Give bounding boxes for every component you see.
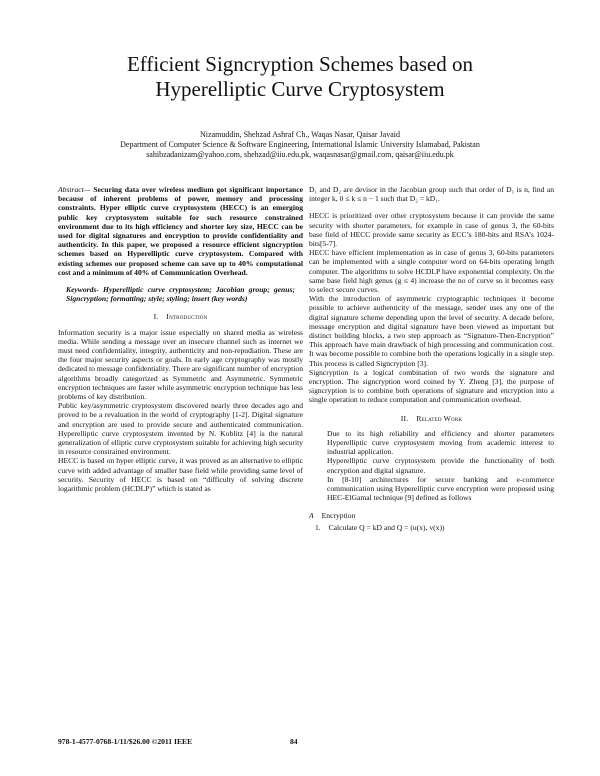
section-number: I.	[153, 312, 159, 322]
section-title: Related Work	[416, 413, 463, 423]
section-heading-related-work	[309, 414, 554, 423]
right-paragraph-4: Signcryption is a logical combination of two words the signature and encryption. The signcryption word coined by Y. Zheng [3], the purpose of signcryption is to combine both operations of signature and encryption into a single operation to reduce computation and communication overhead.	[309, 367, 554, 405]
section-heading-introduction	[58, 312, 303, 321]
encryption-step-1	[309, 523, 554, 532]
right-column	[309, 185, 554, 532]
left-column	[58, 185, 303, 493]
step-number: 1.	[315, 522, 321, 532]
section-number: II.	[400, 413, 409, 423]
paper-title	[40, 52, 560, 102]
related-paragraph-1: Due to its high reliability and efficiency and shorter parameters Hyperelliptic curve cryptosystem moving from academic interest to industrial application.	[327, 428, 554, 457]
keywords: Keywords- Hyperelliptic curve cryptosystem; Jacobian group; genus; Signcryption; formatting; style; styling; insert (key words)	[66, 285, 295, 304]
right-paragraph-1: HECC is prioritized over other cryptosystem because it can provide the same security with shorter parameters, for example in case of genus 3, the 60-bits base field of HECC provide same security as ECC’s 180-bits and RSA’s 1024-bits[5-7].	[309, 211, 554, 249]
author-emails: sahibzadanizam@yahoo.com, shehzad@iiu.edu.pk, waqasnasar@gmail.com, qaisar@iiu.edu.pk	[146, 150, 454, 159]
footer-isbn: 978-1-4577-0768-1/11/$26.00 ©2011 IEEE	[58, 737, 193, 746]
related-paragraph-3: In [8-10] architectures for secure banking and e-commerce communication using Hyperelliptic curve encryption were proposed using HEC-ElGamal technique [9] defined as follows	[327, 474, 554, 503]
intro-paragraph-2: Public key/asymmetric cryptosystem discovered nearly three decades ago and proved to be a revaluation in the world of cryptography [1-2]. Digital signature and encryption are used to provide secure and authenticated communication. Hyperelliptic curve cryptosystem invented by N. Koblitz [4] is the natural generalization of elliptic curve cryptosystem suitable for achieving high security in resource constrained environment.	[58, 401, 303, 457]
hcdlp-definition: D₁ and D₂ are devisor in the Jacobian group such that order of D₁ is n, find an integer k, 0 ≤ k ≤ n − 1 such that D₂ = kD₁.	[309, 185, 554, 204]
author-affiliation: Department of Computer Science & Software Engineering, International Islamic University Islamabad, Pakistan	[120, 140, 480, 149]
right-paragraph-2: HECC have efficient implementation as in case of genus 3, 60-bits parameters can be implemented with a single computer word on 64-bits operating length computer. The algorithms to solve HCDLP have exponential complexity. On the same base field high genus (g ≤ 4) increase the no of curve so it becomes easy to select secure curves.	[309, 248, 554, 295]
abstract-text: Securing data over wireless medium got significant importance because of inherent problems of power, memory and processing constraints. Hyper elliptic curve cryptosystem (HECC) is an emerging public key cryptosystem suitable for such resource constrained environment due to its high efficiency and shorter key size, HECC can be used for digital signatures and encryption to provide confidentiality and authenticity. In this paper, we proposed a resource efficient signcryption schemes based on Hyperelliptic curve cryptosystem. Compared with existing schemes our proposed scheme can save up to 40% computational cost and a minimum of 40% of Communication Overhead.	[58, 185, 303, 277]
step-text: Calculate Q = kD and Q = (u(x), v(x))	[328, 522, 445, 532]
right-paragraph-3: With the introduction of asymmetric cryptographic techniques it become possible to achieve authenticity of the message, sender uses any one of the digital signature scheme depending upon the level of security. A decade before, message encryption and digital signature have been viewed as important but distinct building blocks, a two step approach as “Signature-Then-Encryption” This approach have main drawback of high processing and communication cost. It was become possible to combine both the operations logically in a single step. This process is called Signcryption [3].	[309, 294, 554, 368]
abstract-label: Abstract—	[58, 185, 91, 194]
title-line-2: Hyperelliptic Curve Cryptosystem	[155, 77, 445, 101]
title-line-1: Efficient Signcryption Schemes based on	[126, 52, 474, 76]
subsection-title: Encryption	[321, 510, 356, 520]
intro-paragraph-3: HECC is based on hyper elliptic curve, it was proved as an alternative to elliptic curve with added advantage of smaller base field while providing same level of security. Security of HECC is based on “difficulty of solving discrete logarithmic problem (HCDLP)” which is stated as	[58, 456, 303, 494]
subsection-heading-encryption	[309, 511, 554, 520]
intro-paragraph-1: Information security is a major issue especially on shared media as wireless media. While sending a message over an insecure channel such as internet we must need confidentiality, integrity, authenticity and non-repudiation. These are the four major security aspects or goals. In early age cryptography was mostly dedicated to message confidentiality. There are significant number of encryption algorithms broadly categorized as Symmetric and Asymmetric. Symmetric encryption techniques are faster while asymmetric encryption technique has less problems of key distribution.	[58, 327, 303, 402]
related-paragraph-2: Hyperelliptic curve cryptosystem provide the functionality of both encryption and digital signature.	[327, 456, 554, 475]
page-number: 84	[290, 737, 298, 746]
subsection-label: A	[309, 510, 314, 520]
author-names: Nizamuddin, Shehzad Ashraf Ch., Waqas Nasar, Qaisar Javaid	[200, 130, 400, 139]
author-block	[40, 130, 560, 160]
abstract	[58, 185, 303, 277]
section-title: Introduction	[166, 312, 208, 322]
